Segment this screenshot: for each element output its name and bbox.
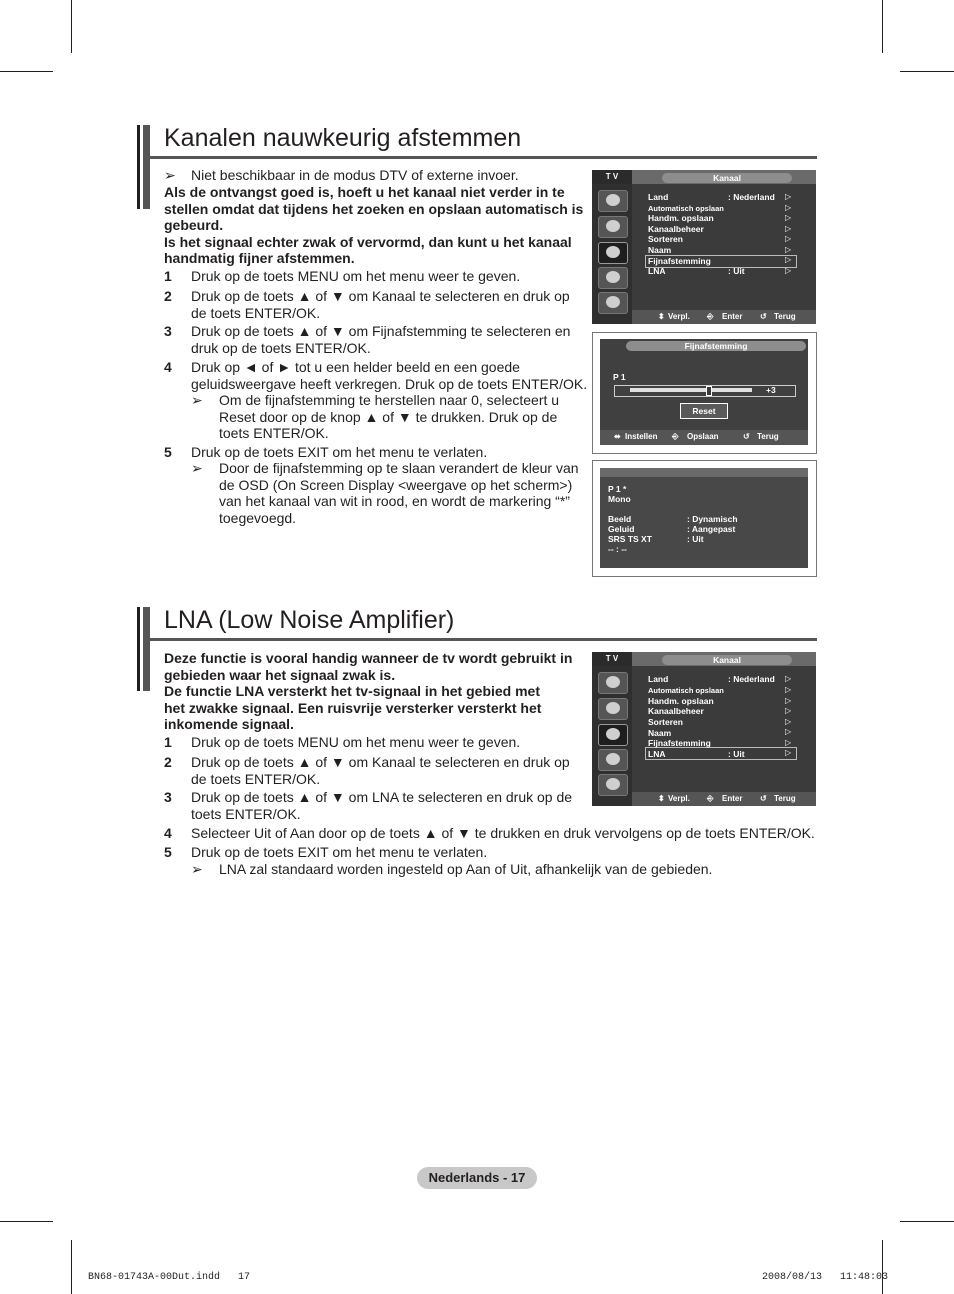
adjust-icon: ⬌ <box>614 432 621 441</box>
crop-mark <box>900 71 954 72</box>
osd-footer <box>632 310 816 324</box>
osd-menu-value: : Nederland <box>728 192 775 202</box>
osd-menu-item: Land <box>648 192 669 202</box>
section-marker <box>137 125 140 209</box>
step-number: 4 <box>164 359 172 375</box>
osd-footer-move: Verpl. <box>668 312 690 321</box>
osd-highlight <box>645 747 797 760</box>
osd-sound-mode: Mono <box>608 494 631 504</box>
fine-tune-knob <box>706 386 712 396</box>
osd-menu-item: LNA <box>648 749 666 759</box>
osd-info-header <box>600 468 808 477</box>
osd-info-value: : Aangepast <box>687 524 736 534</box>
arrow-right-icon: ▷ <box>785 685 792 694</box>
arrow-right-icon: ▷ <box>785 255 792 264</box>
osd-menu-value: : Uit <box>728 266 745 276</box>
step-text: Druk op ◄ of ► tot u een helder beeld en een goede geluidsweergave heeft verkregen. Druk op de toets ENTER/OK. <box>191 359 588 392</box>
osd-time: -- : -- <box>608 544 627 554</box>
move-icon: ⬍ <box>658 794 665 803</box>
intro-paragraph: Als de ontvangst goed is, hoeft u het kanaal niet verder in te stellen omdat dat tijdens het zoeken en opslaan automatisch is gebeurd. Is het signaal echter zwak of vervormd, dan kunt u het kanaal handmatig fijner afstemmen. <box>164 184 584 266</box>
osd-title: Fijnafstemming <box>626 341 806 351</box>
print-date-info: 2008/08/13 11:48:03 <box>762 1272 889 1283</box>
step-text: Druk op de toets ▲ of ▼ om LNA te selecteren en druk op de toets ENTER/OK. <box>191 789 573 822</box>
osd-menu-item: Land <box>648 674 669 684</box>
arrow-right-icon: ▷ <box>785 706 792 715</box>
osd-footer-back: Terug <box>757 432 779 441</box>
osd-tv-label: T V <box>592 652 632 666</box>
step-number: 3 <box>164 789 172 805</box>
step-number: 2 <box>164 754 172 770</box>
step-number: 4 <box>164 825 172 841</box>
section-title: Kanalen nauwkeurig afstemmen <box>164 124 522 152</box>
osd-menu-item: Fijnafstemming <box>648 256 711 266</box>
section-title: LNA (Low Noise Amplifier) <box>164 606 455 634</box>
fine-tune-value: +3 <box>766 385 776 395</box>
arrow-right-icon: ▷ <box>785 727 792 736</box>
step-number: 5 <box>164 444 172 460</box>
osd-menu-item: Sorteren <box>648 234 683 244</box>
osd-title: Kanaal <box>662 173 792 183</box>
osd-info-value: : Dynamisch <box>687 514 738 524</box>
section-marker <box>143 607 150 691</box>
step-number: 2 <box>164 288 172 304</box>
arrow-right-icon: ▷ <box>785 738 792 747</box>
title-rule <box>150 638 817 641</box>
crop-mark <box>900 1221 954 1222</box>
osd-fine-tune <box>600 339 808 445</box>
section-marker <box>137 607 140 691</box>
osd-footer <box>600 430 808 445</box>
osd-channel-menu <box>592 652 816 806</box>
osd-channel: P 1 * <box>608 484 627 494</box>
osd-menu-item: Automatisch opslaan <box>648 686 724 695</box>
arrow-right-icon: ▷ <box>785 203 792 212</box>
osd-menu-item: Kanaalbeheer <box>648 224 704 234</box>
osd-channel: P 1 <box>613 372 626 382</box>
osd-footer-back: Terug <box>774 312 796 321</box>
osd-menu-item: Handm. opslaan <box>648 696 714 706</box>
sound-icon <box>598 216 628 238</box>
osd-info-label: Beeld <box>608 514 632 524</box>
input-icon <box>598 292 628 314</box>
osd-menu-item: Kanaalbeheer <box>648 706 704 716</box>
note-arrow-icon: ➢ <box>191 861 203 877</box>
note-arrow-icon: ➢ <box>191 460 203 476</box>
setup-icon <box>598 267 628 289</box>
osd-menu-item: Fijnafstemming <box>648 738 711 748</box>
osd-footer-back: Terug <box>774 794 796 803</box>
crop-mark <box>71 0 72 53</box>
picture-icon <box>598 672 628 694</box>
print-file-info: BN68-01743A-00Dut.indd 17 <box>88 1272 251 1283</box>
osd-channel-menu <box>592 170 816 324</box>
return-icon: ↺ <box>760 794 767 803</box>
page-number: Nederlands - 17 <box>417 1167 537 1189</box>
crop-mark <box>882 0 883 53</box>
input-icon <box>598 774 628 796</box>
osd-footer-move: Verpl. <box>668 794 690 803</box>
arrow-right-icon: ▷ <box>785 192 792 201</box>
reset-button: Reset <box>680 403 728 419</box>
step-text: Druk op de toets MENU om het menu weer te geven. <box>191 268 521 284</box>
note-text: Niet beschikbaar in de modus DTV of externe invoer. <box>191 167 519 183</box>
step-text: Druk op de toets ▲ of ▼ om Kanaal te selecteren en druk op de toets ENTER/OK. <box>191 754 570 787</box>
arrow-right-icon: ▷ <box>785 213 792 222</box>
arrow-right-icon: ▷ <box>785 224 792 233</box>
arrow-right-icon: ▷ <box>785 696 792 705</box>
osd-menu-item: Naam <box>648 728 672 738</box>
crop-mark <box>71 1240 72 1294</box>
osd-footer-enter: Enter <box>722 312 743 321</box>
move-icon: ⬍ <box>658 312 665 321</box>
step-number: 1 <box>164 734 172 750</box>
setup-icon <box>598 749 628 771</box>
channel-icon <box>598 724 628 746</box>
arrow-right-icon: ▷ <box>785 717 792 726</box>
sound-icon <box>598 698 628 720</box>
osd-footer-save: Opslaan <box>687 432 719 441</box>
step-text: Druk op de toets ▲ of ▼ om Kanaal te selecteren en druk op de toets ENTER/OK. <box>191 288 570 321</box>
step-text: Druk op de toets EXIT om het menu te verlaten. <box>191 844 488 860</box>
step-text: Selecteer Uit of Aan door op de toets ▲ of ▼ te drukken en druk vervolgens op de toets ENTER/OK. <box>191 825 815 841</box>
osd-info <box>600 468 808 568</box>
arrow-right-icon: ▷ <box>785 234 792 243</box>
osd-menu-item: LNA <box>648 266 666 276</box>
crop-mark <box>0 71 53 72</box>
step-number: 1 <box>164 268 172 284</box>
arrow-right-icon: ▷ <box>785 674 792 683</box>
osd-footer-enter: Enter <box>722 794 743 803</box>
enter-icon: ⎆ <box>707 794 714 803</box>
step-text: Druk op de toets ▲ of ▼ om Fijnafstemming te selecteren en druk op de toets ENTER/OK. <box>191 323 571 356</box>
return-icon: ↺ <box>743 432 750 441</box>
osd-footer-adjust: Instellen <box>625 432 658 441</box>
arrow-right-icon: ▷ <box>785 266 792 275</box>
note-arrow-icon: ➢ <box>164 167 176 183</box>
intro-paragraph: Deze functie is vooral handig wanneer de tv wordt gebruikt in gebieden waar het signaal zwak is. De functie LNA versterkt het tv-signaal in het gebied met het zwakke signaal. Een ruisvrije versterker versterkt het inkomende signaal. <box>164 650 573 732</box>
step-note: Door de fijnafstemming op te slaan verandert de kleur van de OSD (On Screen Display <weergave op het scherm>) van het kanaal van wit in rood, en wordt de markering “*” toegevoegd. <box>219 460 579 526</box>
osd-menu-value: : Nederland <box>728 674 775 684</box>
osd-info-label: SRS TS XT <box>608 534 652 544</box>
step-note: LNA zal standaard worden ingesteld op Aan of Uit, afhankelijk van de gebieden. <box>219 861 713 877</box>
channel-icon <box>598 242 628 264</box>
osd-title: Kanaal <box>662 655 792 665</box>
crop-mark <box>882 1240 883 1294</box>
osd-info-label: Geluid <box>608 524 635 534</box>
crop-mark <box>0 1221 53 1222</box>
fine-tune-track <box>630 388 752 392</box>
step-text: Druk op de toets EXIT om het menu te verlaten. <box>191 444 488 460</box>
arrow-right-icon: ▷ <box>785 245 792 254</box>
picture-icon <box>598 190 628 212</box>
title-rule <box>150 156 817 159</box>
osd-menu-item: Naam <box>648 245 672 255</box>
enter-icon: ⎆ <box>707 312 714 321</box>
osd-footer <box>632 792 816 806</box>
osd-tv-label: T V <box>592 170 632 184</box>
save-icon: ⎆ <box>672 432 679 441</box>
step-number: 5 <box>164 844 172 860</box>
osd-menu-item: Handm. opslaan <box>648 213 714 223</box>
osd-menu-item: Automatisch opslaan <box>648 204 724 213</box>
note-arrow-icon: ➢ <box>191 392 203 408</box>
osd-menu-value: : Uit <box>728 749 745 759</box>
return-icon: ↺ <box>760 312 767 321</box>
arrow-right-icon: ▷ <box>785 748 792 757</box>
osd-menu-item: Sorteren <box>648 717 683 727</box>
step-number: 3 <box>164 323 172 339</box>
step-text: Druk op de toets MENU om het menu weer te geven. <box>191 734 521 750</box>
step-note: Om de fijnafstemming te herstellen naar 0, selecteert u Reset door op de knop ▲ of ▼ te drukken. Druk op de toets ENTER/OK. <box>219 392 560 441</box>
section-marker <box>143 125 150 209</box>
osd-info-value: : Uit <box>687 534 704 544</box>
